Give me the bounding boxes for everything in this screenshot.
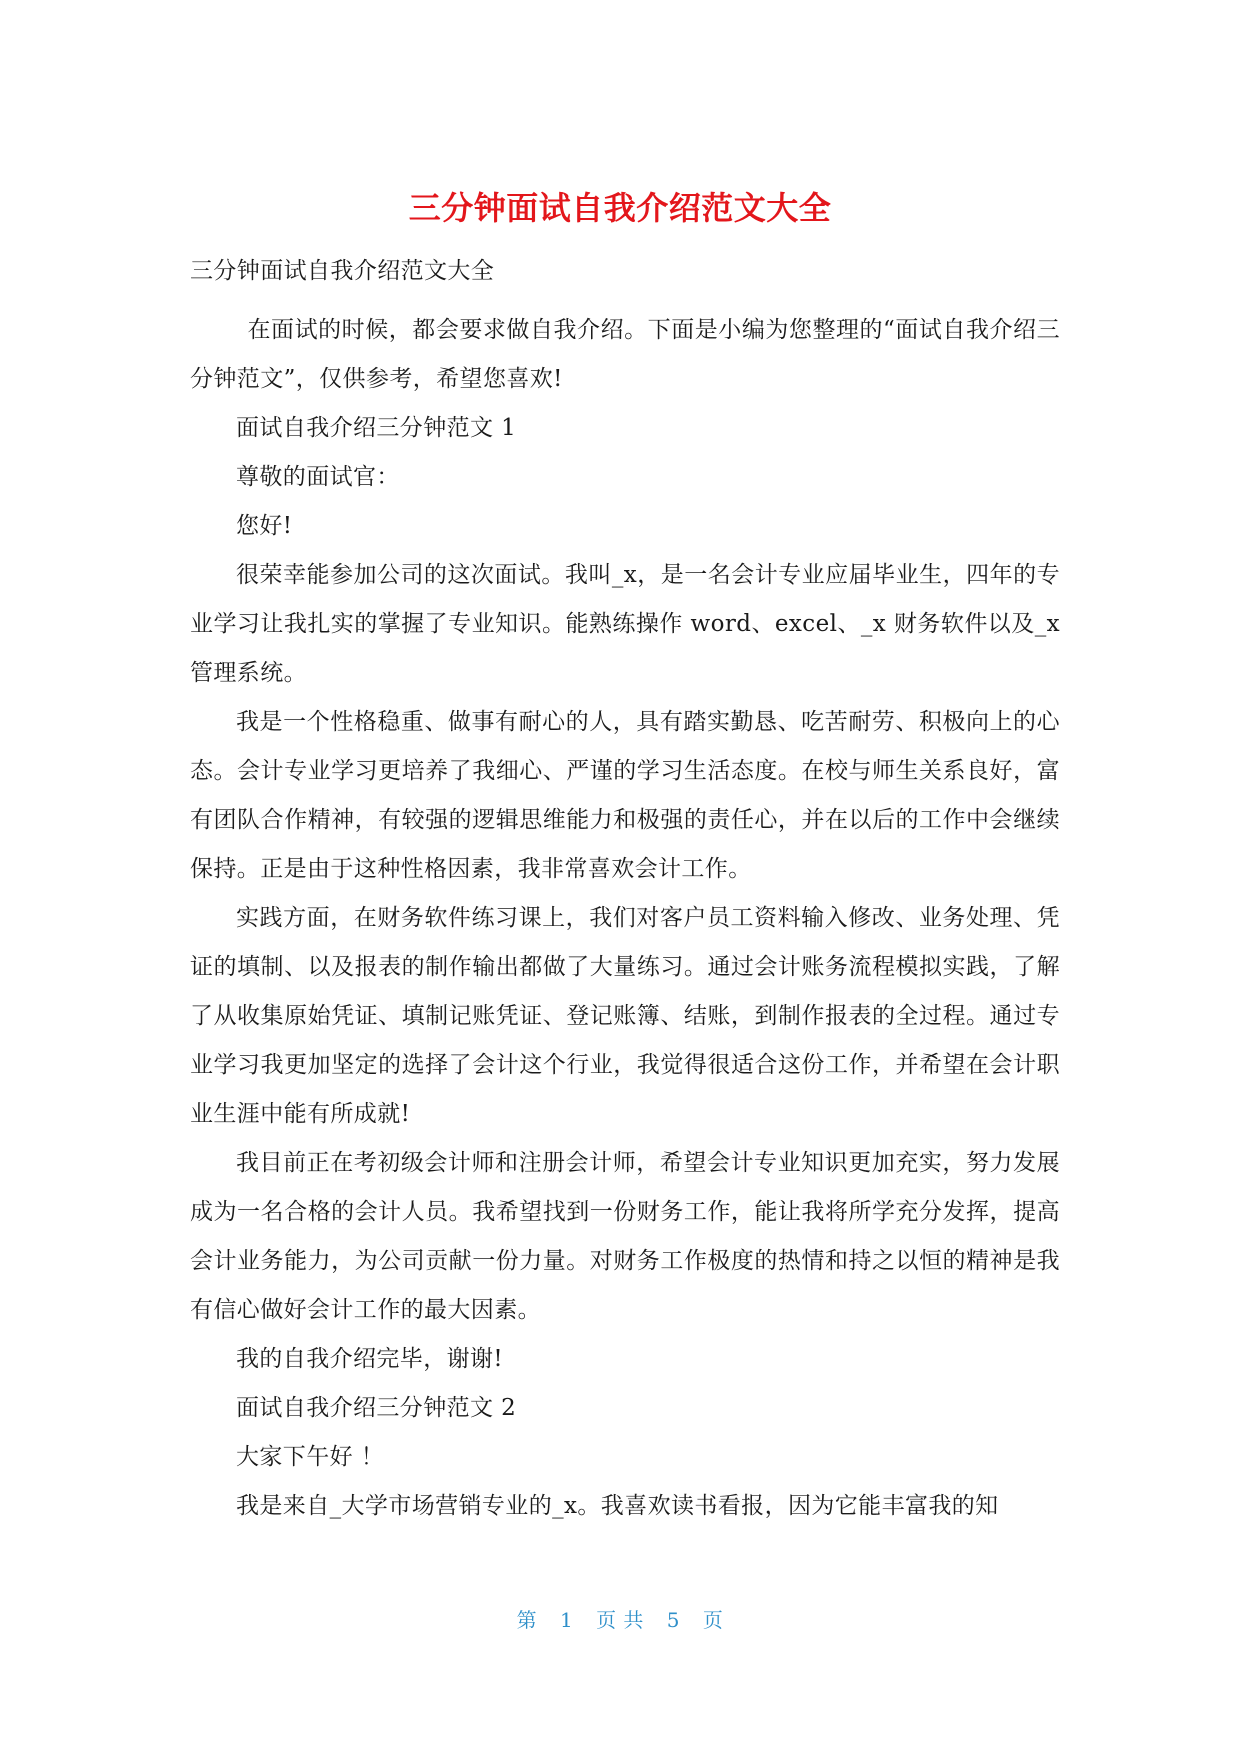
footer-page-word: 第 — [516, 1608, 538, 1632]
closing-line: 我的自我介绍完毕，谢谢! — [236, 1346, 504, 1372]
section-heading-1: 面试自我介绍三分钟范文 1 — [236, 415, 517, 441]
document-subtitle: 三分钟面试自我介绍范文大全 — [190, 258, 495, 284]
footer-total-pages: 5 — [666, 1608, 681, 1632]
footer-current-page: 1 — [559, 1608, 574, 1632]
document-title: 三分钟面试自我介绍范文大全 — [408, 189, 832, 227]
footer-page-of: 页 共 — [596, 1608, 644, 1632]
body-paragraph: 我目前正在考初级会计师和注册会计师，希望会计专业知识更加充实，努力发展成为一名合格的会计人员。我希望找到一份财务工作，能让我将所学充分发挥，提高会计业务能力，为公司贡献一份力量。对财务工作极度的热情和持之以恒的精神是我有信心做好会计工作的最大因素。 — [190, 1150, 1060, 1323]
page-footer — [0, 1604, 1240, 1633]
body-paragraph: 实践方面，在财务软件练习课上，我们对客户员工资料输入修改、业务处理、凭证的填制、以及报表的制作输出都做了大量练习。通过会计账务流程模拟实践，了解了从收集原始凭证、填制记账凭证、登记账簿、结账，到制作报表的全过程。通过专业学习我更加坚定的选择了会计这个行业，我觉得很适合这份工作，并希望在会计职业生涯中能有所成就! — [190, 905, 1060, 1127]
body-paragraph: 我是来自_大学市场营销专业的_x。我喜欢读书看报，因为它能丰富我的知 — [236, 1493, 999, 1519]
document-body — [190, 306, 1060, 1531]
salutation: 尊敬的面试官： — [236, 464, 400, 490]
intro-paragraph: 在面试的时候，都会要求做自我介绍。下面是小编为您整理的“面试自我介绍三分钟范文”，仅供参考，希望您喜欢! — [190, 317, 1060, 392]
footer-page-suffix: 页 — [702, 1608, 724, 1632]
greeting: 您好! — [236, 513, 293, 539]
section-heading-2: 面试自我介绍三分钟范文 2 — [236, 1395, 517, 1421]
body-paragraph: 我是一个性格稳重、做事有耐心的人，具有踏实勤恳、吃苦耐劳、积极向上的心态。会计专业学习更培养了我细心、严谨的学习生活态度。在校与师生关系良好，富有团队合作精神，有较强的逻辑思维能力和极强的责任心，并在以后的工作中会继续保持。正是由于这种性格因素，我非常喜欢会计工作。 — [190, 709, 1060, 882]
greeting: 大家下午好 ！ — [236, 1444, 385, 1470]
body-paragraph: 很荣幸能参加公司的这次面试。我叫_x，是一名会计专业应届毕业生，四年的专业学习让我扎实的掌握了专业知识。能熟练操作 word、excel、_x 财务软件以及_x 管理系统。 — [190, 562, 1060, 686]
